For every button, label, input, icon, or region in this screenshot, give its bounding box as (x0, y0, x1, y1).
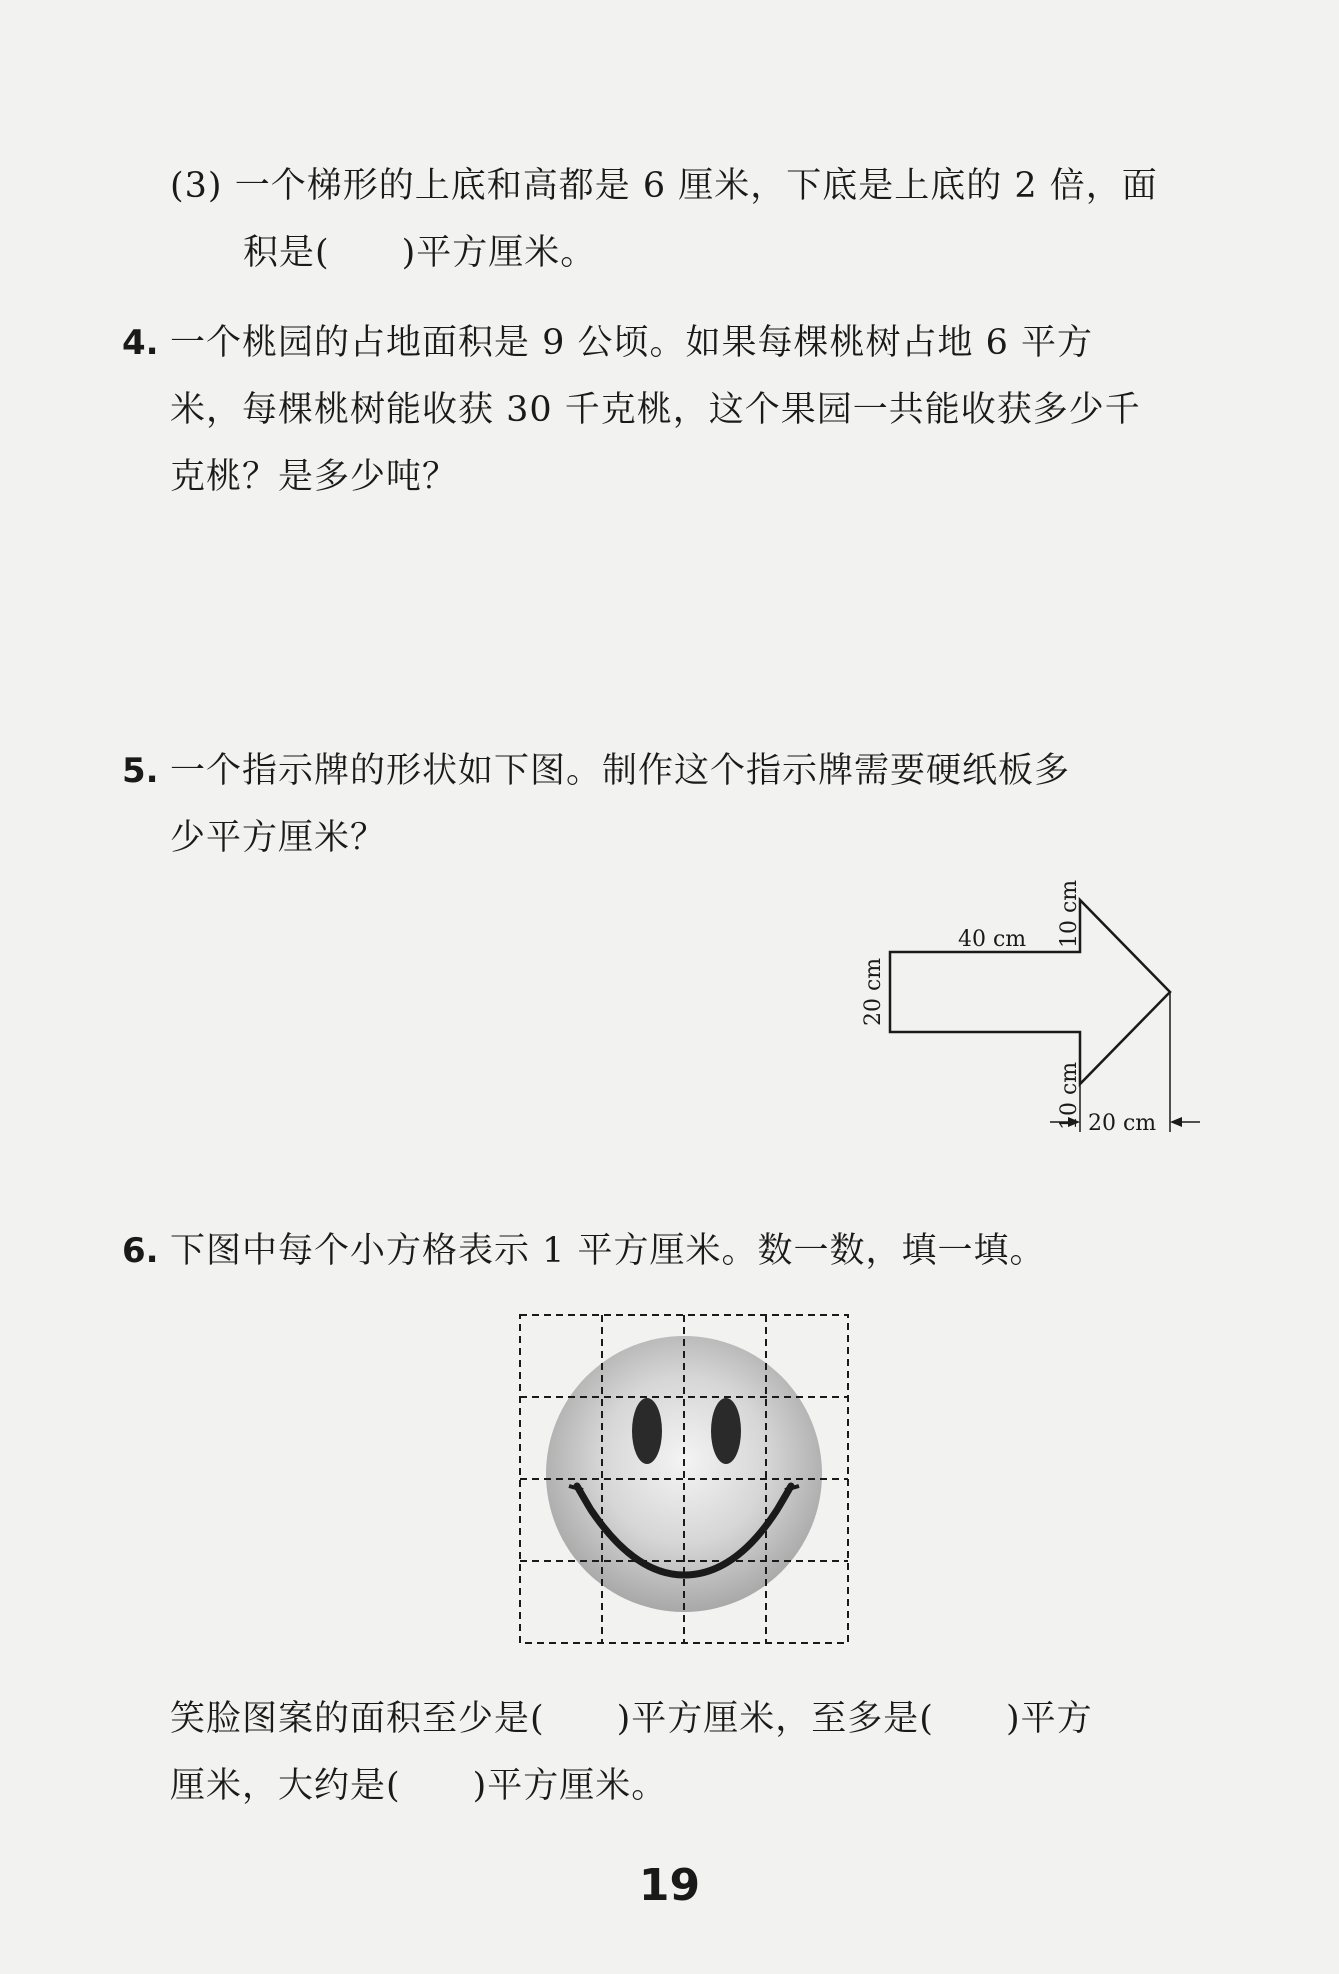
label-height: 20 cm (861, 957, 886, 1026)
label-tip-length: 20 cm (1088, 1111, 1157, 1136)
page-number: 19 (638, 1860, 701, 1911)
q4-line-3: 克桃？是多少吨？ (170, 457, 459, 497)
label-upper-overhang: 10 cm (1057, 879, 1082, 948)
q6-number: 6. (122, 1231, 159, 1271)
q3-label: (3) (170, 166, 223, 206)
q5-number: 5. (122, 751, 159, 791)
q6-answer-line-1: 笑脸图案的面积至少是( )平方厘米，至多是( )平方 (170, 1699, 1093, 1739)
q6-answer-line-2: 厘米，大约是( )平方厘米。 (170, 1766, 668, 1806)
q6-line-1: 下图中每个小方格表示 1 平方厘米。数一数，填一填。 (170, 1231, 1046, 1271)
arrow-sign-figure (840, 870, 1220, 1150)
q3-line-2: 积是( )平方厘米。 (243, 233, 597, 273)
label-lower-overhang: 10 cm (1057, 1061, 1082, 1130)
q4-line-2: 米，每棵桃树能收获 30 千克桃，这个果园一共能收获多少千 (170, 390, 1141, 430)
smiley-right-eye (711, 1398, 741, 1464)
smiley-left-eye (632, 1398, 662, 1464)
q5-line-2: 少平方厘米？ (170, 818, 387, 858)
smiley-grid-figure (505, 1300, 855, 1650)
q4-line-1: 一个桃园的占地面积是 9 公顷。如果每棵桃树占地 6 平方 (170, 323, 1094, 363)
q5-line-1: 一个指示牌的形状如下图。制作这个指示牌需要硬纸板多 (170, 751, 1071, 791)
q4-number: 4. (122, 323, 159, 363)
arrow-shape (890, 900, 1170, 1084)
q3-text-1: 一个梯形的上底和高都是 6 厘米，下底是上底的 2 倍，面 (234, 166, 1158, 206)
label-top-width: 40 cm (958, 927, 1027, 952)
q3-line-1 (170, 164, 1158, 208)
